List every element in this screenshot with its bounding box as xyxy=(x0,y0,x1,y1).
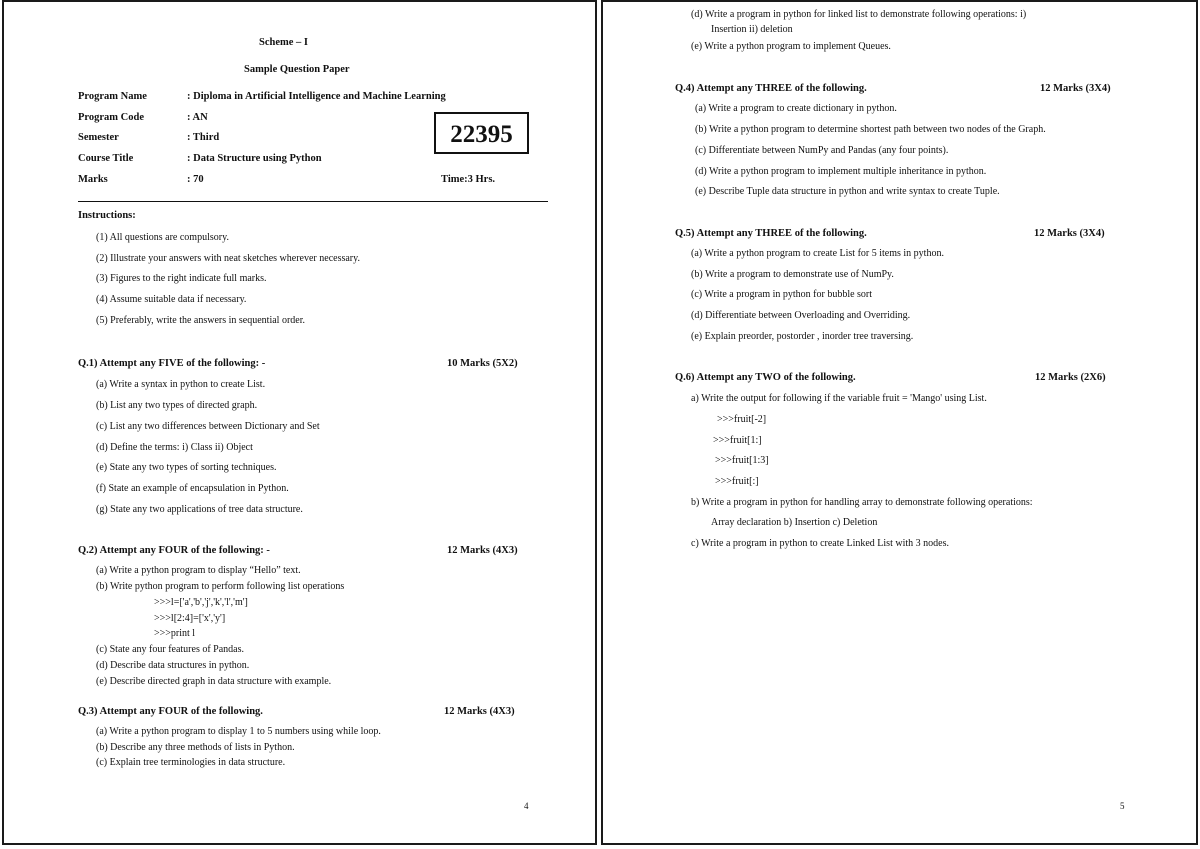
q6-code-line: >>>fruit[1:] xyxy=(713,435,762,446)
q2-code-line: >>>l=['a','b','j','k','l','m'] xyxy=(154,597,248,608)
q2-item: (e) Describe directed graph in data structure with example. xyxy=(96,676,332,687)
q2-item: (d) Describe data structures in python. xyxy=(96,660,250,671)
info-value-marks: : 70 xyxy=(187,174,204,185)
info-value-semester: : Third xyxy=(187,132,220,143)
q1-item: (d) Define the terms: i) Class ii) Object xyxy=(96,442,253,453)
q6-item-b: b) Write a program in python for handling array to demonstrate following operations: xyxy=(691,497,1033,508)
instruction-item: (2) Illustrate your answers with neat sketches wherever necessary. xyxy=(96,253,360,264)
page-4 xyxy=(2,0,597,845)
scheme-label: Scheme – I xyxy=(259,37,308,48)
q5-item: (a) Write a python program to create List for 5 items in python. xyxy=(691,248,944,259)
q4-item: (b) Write a python program to determine shortest path between two nodes of the Graph. xyxy=(695,124,1046,135)
q2-item: (c) State any four features of Pandas. xyxy=(96,644,244,655)
info-value-course-title: : Data Structure using Python xyxy=(187,153,322,164)
q5-heading: Q.5) Attempt any THREE of the following. xyxy=(675,228,867,239)
q4-item: (e) Describe Tuple data structure in python and write syntax to create Tuple. xyxy=(695,186,1000,197)
instruction-item: (5) Preferably, write the answers in sequential order. xyxy=(96,315,305,326)
q3-continued-item: (d) Write a program in python for linked list to demonstrate following operations: i) xyxy=(691,9,1027,20)
q4-item: (c) Differentiate between NumPy and Pandas (any four points). xyxy=(695,145,949,156)
q5-item: (c) Write a program in python for bubble sort xyxy=(691,289,873,300)
page-number: 5 xyxy=(1120,801,1125,811)
q1-item: (a) Write a syntax in python to create List. xyxy=(96,379,266,390)
q3-item: (a) Write a python program to display 1 to 5 numbers using while loop. xyxy=(96,726,381,737)
q3-item: (c) Explain tree terminologies in data structure. xyxy=(96,757,286,768)
q3-continued-item: (e) Write a python program to implement Queues. xyxy=(691,41,891,52)
q2-code-line: >>>l[2:4]=['x','y'] xyxy=(154,613,226,624)
q2-marks: 12 Marks (4X3) xyxy=(447,545,518,556)
page-5 xyxy=(601,0,1198,845)
q2-item: (a) Write a python program to display “Hello” text. xyxy=(96,565,301,576)
q3-heading: Q.3) Attempt any FOUR of the following. xyxy=(78,706,263,717)
course-code-box: 22395 xyxy=(434,112,529,154)
paper-title: Sample Question Paper xyxy=(244,64,350,75)
q5-item: (e) Explain preorder, postorder , inorder tree traversing. xyxy=(691,331,914,342)
info-label-program-name: Program Name xyxy=(78,91,147,102)
q6-item-b-cont: Array declaration b) Insertion c) Deletion xyxy=(711,517,878,528)
q5-item: (b) Write a program to demonstrate use of NumPy. xyxy=(691,269,894,280)
info-label-program-code: Program Code xyxy=(78,112,144,123)
info-value-program-code: : AN xyxy=(187,112,208,123)
q1-item: (g) State any two applications of tree data structure. xyxy=(96,504,303,515)
info-label-marks: Marks xyxy=(78,174,108,185)
q3-continued-item: Insertion ii) deletion xyxy=(711,24,793,35)
instruction-item: (4) Assume suitable data if necessary. xyxy=(96,294,247,305)
q6-code-line: >>>fruit[:] xyxy=(715,476,759,487)
q5-item: (d) Differentiate between Overloading and Overriding. xyxy=(691,310,911,321)
q6-code-line: >>>fruit[-2] xyxy=(717,414,767,425)
info-label-course-title: Course Title xyxy=(78,153,134,164)
q1-item: (e) State any two types of sorting techniques. xyxy=(96,462,277,473)
q3-item: (b) Describe any three methods of lists in Python. xyxy=(96,742,295,753)
q1-marks: 10 Marks (5X2) xyxy=(447,358,518,369)
time-label: Time:3 Hrs. xyxy=(441,174,496,185)
info-value-program-name: : Diploma in Artificial Intelligence and Machine Learning xyxy=(187,91,446,102)
q6-item-a: a) Write the output for following if the variable fruit = 'Mango' using List. xyxy=(691,393,987,404)
instructions-heading: Instructions: xyxy=(78,210,136,221)
q4-item: (d) Write a python program to implement multiple inheritance in python. xyxy=(695,166,987,177)
q3-marks: 12 Marks (4X3) xyxy=(444,706,515,717)
q1-heading: Q.1) Attempt any FIVE of the following: - xyxy=(78,358,266,369)
q4-item: (a) Write a program to create dictionary in python. xyxy=(695,103,897,114)
q1-item: (c) List any two differences between Dictionary and Set xyxy=(96,421,320,432)
q1-item: (f) State an example of encapsulation in Python. xyxy=(96,483,289,494)
q4-heading: Q.4) Attempt any THREE of the following. xyxy=(675,83,867,94)
q5-marks: 12 Marks (3X4) xyxy=(1034,228,1105,239)
header-divider xyxy=(78,201,548,202)
q6-marks: 12 Marks (2X6) xyxy=(1035,372,1106,383)
q6-heading: Q.6) Attempt any TWO of the following. xyxy=(675,372,856,383)
q2-item: (b) Write python program to perform following list operations xyxy=(96,581,345,592)
q6-item-c: c) Write a program in python to create Linked List with 3 nodes. xyxy=(691,538,949,549)
q1-item: (b) List any two types of directed graph. xyxy=(96,400,258,411)
instruction-item: (1) All questions are compulsory. xyxy=(96,232,229,243)
page-number: 4 xyxy=(524,801,529,811)
q6-code-line: >>>fruit[1:3] xyxy=(715,455,769,466)
q2-code-line: >>>print l xyxy=(154,628,196,639)
info-label-semester: Semester xyxy=(78,132,119,143)
q2-heading: Q.2) Attempt any FOUR of the following: - xyxy=(78,545,270,556)
instruction-item: (3) Figures to the right indicate full marks. xyxy=(96,273,267,284)
q4-marks: 12 Marks (3X4) xyxy=(1040,83,1111,94)
